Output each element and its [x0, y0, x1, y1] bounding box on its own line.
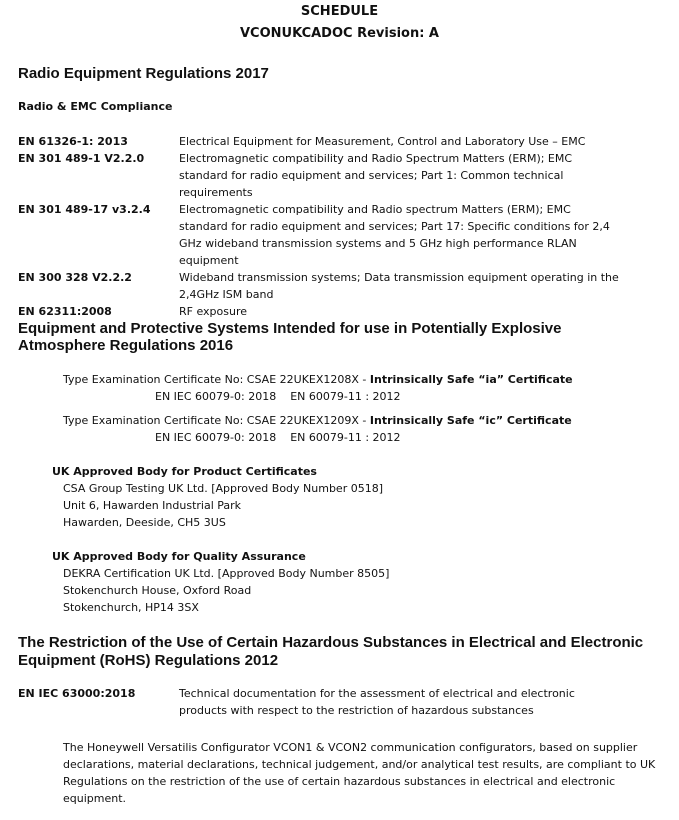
product-approved-body [52, 463, 383, 531]
standard-row [18, 201, 619, 269]
certificate-standards: EN IEC 60079-0: 2018 EN 60079-11 : 2012 [155, 390, 401, 403]
rohs-statement: The Honeywell Versatilis Configurator VCON1 & VCON2 communication configurators, based on supplier declarations, material declarations, technical judgement, and/or analytical test results, are compliant to UK Regulations on the restriction of the use of certain hazardous substances in electrical and electronic equipment. [63, 741, 656, 805]
rohs-heading-line1: The Restriction of the Use of Certain Hazardous Substances in Electrical and Electronic [18, 634, 644, 651]
certificate-line [63, 371, 573, 388]
radio-heading: Radio Equipment Regulations 2017 [18, 65, 269, 82]
standard-code: EN IEC 63000:2018 [18, 687, 136, 700]
standard-code: EN 61326-1: 2013 [18, 135, 128, 148]
standard-code: EN 301 489-1 V2.2.0 [18, 152, 145, 165]
standard-description: Wideband transmission systems; Data transmission equipment operating in the 2,4GHz ISM band [179, 271, 619, 301]
address-line: Hawarden, Deeside, CH5 3US [63, 516, 226, 529]
standard-code: EN 62311:2008 [18, 305, 112, 318]
rohs-heading-line2: Equipment (RoHS) Regulations 2012 [18, 652, 279, 669]
certificate-number: Type Examination Certificate No: CSAE 22UKEX1209X - [63, 414, 370, 427]
rohs-standards-table [18, 685, 599, 719]
schedule-title: SCHEDULE [300, 4, 379, 19]
standard-row [18, 150, 619, 201]
standard-description: RF exposure [179, 305, 248, 318]
standard-row [18, 133, 619, 150]
certificate-ic [63, 412, 572, 446]
address-line: DEKRA Certification UK Ltd. [Approved Body Number 8505] [63, 567, 390, 580]
standard-row [18, 269, 619, 303]
standard-code: EN 300 328 V2.2.2 [18, 271, 132, 284]
standard-code: EN 301 489-17 v3.2.4 [18, 203, 151, 216]
radio-standards-table [18, 133, 619, 320]
address-line: Unit 6, Hawarden Industrial Park [63, 499, 242, 512]
certificate-ia [63, 371, 573, 405]
atex-heading-line2: Atmosphere Regulations 2016 [18, 337, 234, 354]
standard-description: Electromagnetic compatibility and Radio Spectrum Matters (ERM); EMC standard for radio equipment and services; Part 1: Common technical requirements [179, 152, 573, 199]
certificate-number: Type Examination Certificate No: CSAE 22UKEX1208X - [63, 373, 370, 386]
certificate-standards: EN IEC 60079-0: 2018 EN 60079-11 : 2012 [155, 431, 401, 444]
certificate-type: Intrinsically Safe “ia” Certificate [369, 373, 573, 386]
standard-row [18, 303, 619, 320]
atex-heading-line1: Equipment and Protective Systems Intended for use in Potentially Explosive [18, 320, 562, 337]
standard-description: Technical documentation for the assessment of electrical and electronic products with respect to the restriction of hazardous substances [179, 687, 575, 717]
standard-description: Electromagnetic compatibility and Radio spectrum Matters (ERM); EMC standard for radio equipment and services; Part 17: Specific conditions for 2,4 GHz wideband transmission systems and 5 GHz high performance RLAN equipment [179, 203, 610, 267]
approved-body-title: UK Approved Body for Product Certificates [52, 465, 317, 478]
approved-body-title: UK Approved Body for Quality Assurance [52, 550, 306, 563]
radio-subheading: Radio & EMC Compliance [18, 100, 173, 113]
certificate-line [63, 412, 572, 429]
document-revision: VCONUKCADOC Revision: A [239, 26, 439, 41]
certificate-type: Intrinsically Safe “ic” Certificate [369, 414, 572, 427]
standard-description: Electrical Equipment for Measurement, Control and Laboratory Use – EMC [179, 135, 586, 148]
standard-row [18, 685, 599, 719]
address-line: Stokenchurch House, Oxford Road [63, 584, 252, 597]
address-line: CSA Group Testing UK Ltd. [Approved Body Number 0518] [63, 482, 384, 495]
quality-approved-body [52, 548, 389, 616]
address-line: Stokenchurch, HP14 3SX [63, 601, 199, 614]
